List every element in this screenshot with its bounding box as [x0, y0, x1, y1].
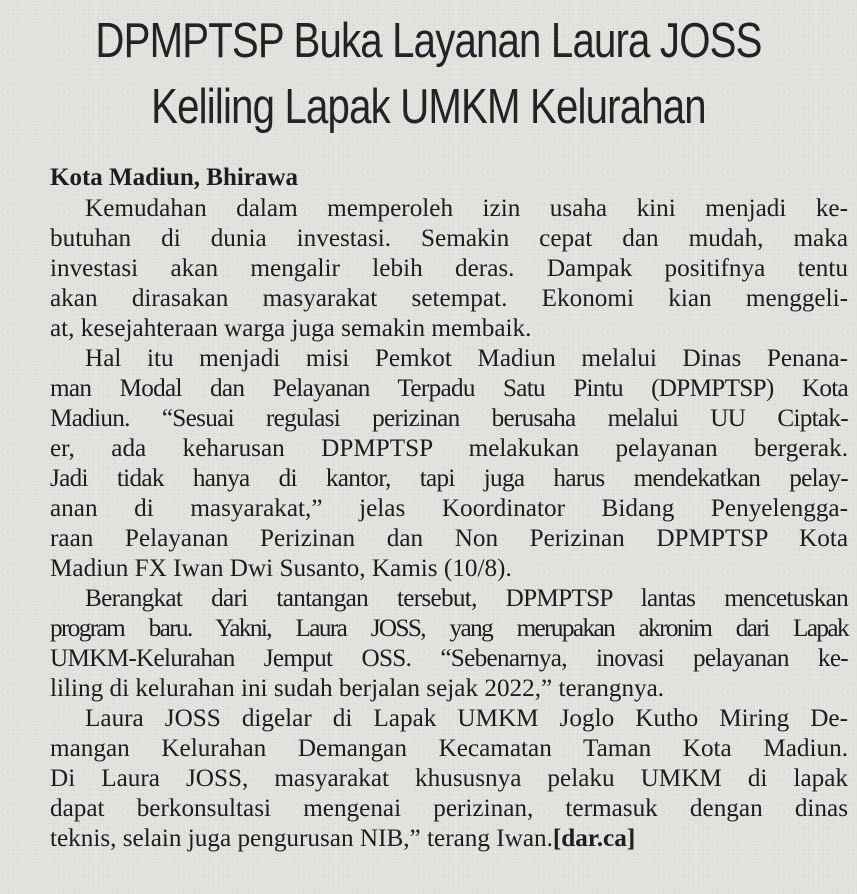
dateline: Kota Madiun, Bhirawa	[50, 164, 298, 191]
paragraph-2	[50, 344, 848, 584]
paragraph-line: Laura JOSS digelar di Lapak UMKM Joglo Kutho Miring De-	[85, 705, 848, 732]
paragraph-line: butuhan di dunia investasi. Semakin cepat dan mudah, maka	[50, 225, 848, 252]
paragraph-line: Hal itu menjadi misi Pemkot Madiun melalui Dinas Penana-	[85, 345, 848, 372]
headline-line-2: Keliling Lapak UMKM Kelurahan	[151, 80, 706, 134]
paragraph-line: Jadi tidak hanya di kantor, tapi juga harus mendekatkan pelay-	[50, 465, 848, 492]
paragraph-line: Di Laura JOSS, masyarakat khususnya pelaku UMKM di lapak	[50, 765, 848, 792]
paragraph-4	[50, 704, 848, 854]
paragraph-line: liling di kelurahan ini sudah berjalan sejak 2022,” terangnya.	[50, 675, 665, 702]
headline	[0, 8, 857, 140]
author-credit: [dar.ca]	[552, 825, 636, 852]
paragraph-line: mangan Kelurahan Demangan Kecamatan Taman Kota Madiun.	[50, 735, 848, 762]
paragraph-line: Madiun. “Sesuai regulasi perizinan berusaha melalui UU Ciptak-	[50, 405, 848, 432]
paragraph-line: man Modal dan Pelayanan Terpadu Satu Pintu (DPMPTSP) Kota	[50, 375, 848, 402]
article-body	[50, 158, 848, 854]
headline-line-1: DPMPTSP Buka Layanan Laura JOSS	[95, 14, 762, 68]
paragraph-line: Berangkat dari tantangan tersebut, DPMPTSP lantas mencetuskan	[85, 585, 848, 612]
paragraph-line: program baru. Yakni, Laura JOSS, yang merupakan akronim dari Lapak	[50, 615, 848, 642]
paragraph-line: at, kesejahteraan warga juga semakin membaik.	[50, 315, 532, 342]
paragraph-line: dapat berkonsultasi mengenai perizinan, termasuk dengan dinas	[50, 795, 848, 822]
paragraph-line: er, ada keharusan DPMPTSP melakukan pelayanan bergerak.	[50, 435, 848, 462]
paragraph-line: UMKM-Kelurahan Jemput OSS. “Sebenarnya, inovasi pelayanan ke-	[50, 645, 848, 672]
paragraph-line: akan dirasakan masyarakat setempat. Ekonomi kian menggeli-	[50, 285, 848, 312]
paragraph-last-line	[50, 824, 848, 854]
paragraph-line: investasi akan mengalir lebih deras. Dampak positifnya tentu	[50, 255, 848, 282]
paragraph-1	[50, 194, 848, 344]
paragraph-line: anan di masyarakat,” jelas Koordinator Bidang Penyelengga-	[50, 495, 848, 522]
paragraph-3	[50, 584, 848, 704]
paragraph-line: raan Pelayanan Perizinan dan Non Perizinan DPMPTSP Kota	[50, 525, 848, 552]
paragraph-line: Kemudahan dalam memperoleh izin usaha kini menjadi ke-	[85, 195, 848, 222]
paragraph-line: teknis, selain juga pengurusan NIB,” terang Iwan.	[50, 825, 553, 852]
paragraph-line: Madiun FX Iwan Dwi Susanto, Kamis (10/8).	[50, 555, 512, 582]
